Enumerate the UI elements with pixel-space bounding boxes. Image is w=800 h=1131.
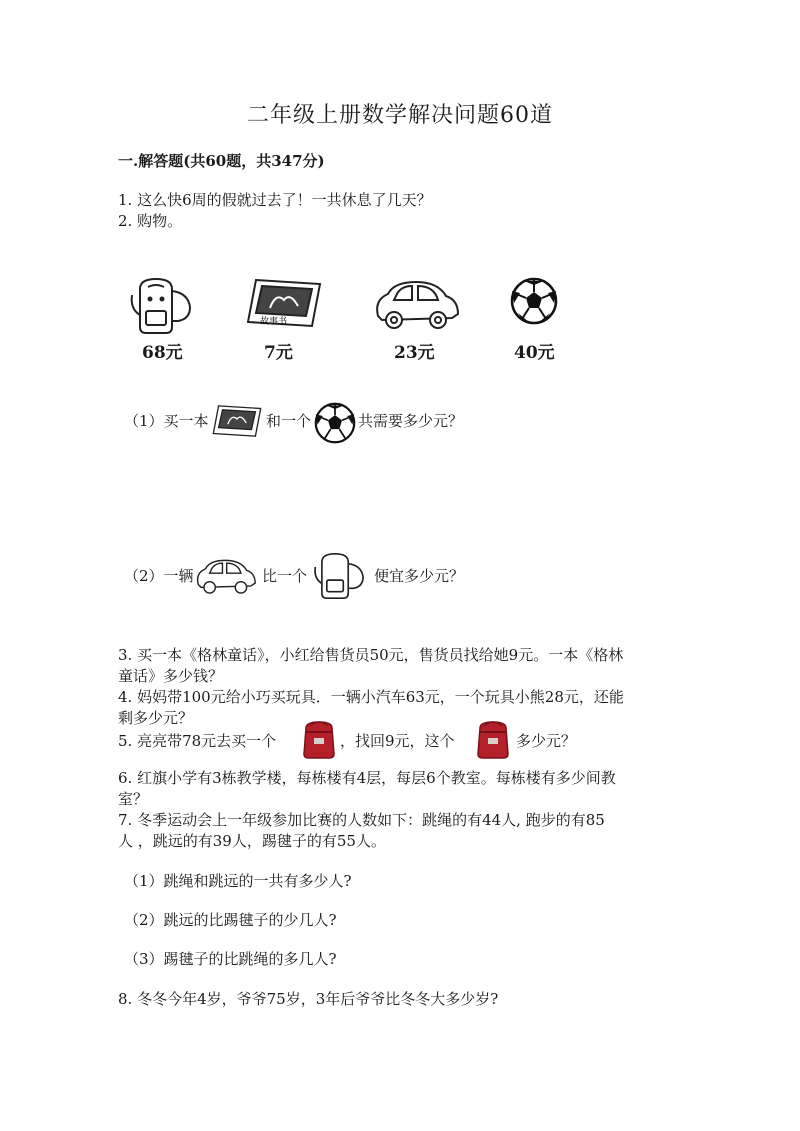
soccer-ball-icon [314,402,356,444]
backpack-icon [312,550,368,602]
question-7-2: （2）跳远的比踢毽子的少几人? [124,911,337,929]
page-title: 二年级上册数学解决问题60道 [247,103,553,128]
question-2: 2. 购物。 [118,212,183,230]
red-schoolbag-icon [472,718,514,760]
question-6-line-1: 6. 红旗小学有3栋教学楼，每栋楼有4层，每层6个教室。每栋楼有多少间教 [118,769,616,787]
question-8: 8. 冬冬今年4岁，爷爷75岁，3年后爷爷比冬冬大多少岁? [118,990,499,1008]
red-schoolbag-icon [298,718,340,760]
question-7-line-2: 人 ，跳远的有39人，踢毽子的有55人。 [118,832,386,850]
section-heading: 一.解答题(共60题，共347分) [118,152,325,170]
question-5-post: 多少元？ [516,732,577,750]
question-2-1-pre: （1）买一本 [124,412,209,430]
question-5-pre: 5. 亮亮带78元去买一个 [118,732,277,750]
question-1: 1. 这么快6周的假就过去了！一共休息了几天？ [118,191,432,209]
question-4-line-1: 4. 妈妈带100元给小巧买玩具．一辆小汽车63元，一个玩具小熊28元，还能 [118,688,624,706]
storybook-icon [246,278,322,328]
backpack-icon [128,275,196,337]
question-7-1: （1）跳绳和跳远的一共有多少人? [124,872,352,890]
question-2-1-mid: 和一个 [266,412,312,430]
question-5-mid: ，找回9元，这个 [340,732,455,750]
soccer-ball-icon [510,277,558,325]
question-2-1-post: 共需要多少元？ [358,412,464,430]
question-7-3: （3）踢毽子的比跳绳的多几人? [124,950,337,968]
price-storybook: 7元 [264,343,293,363]
price-backpack: 68元 [142,343,183,363]
question-2-2-post: 便宜多少元？ [374,567,465,585]
question-2-2-pre: （2）一辆 [124,567,194,585]
question-7-line-1: 7. 冬季运动会上一年级参加比赛的人数如下：跳绳的有44人, 跑步的有85 [118,811,605,829]
question-6-line-2: 室？ [118,790,149,808]
toy-car-icon [194,556,258,596]
storybook-label: 故事书 [260,317,288,327]
toy-car-icon [372,278,462,330]
storybook-icon [212,404,262,438]
question-3-line-1: 3. 买一本《格林童话》，小红给售货员50元，售货员找给她9元。一本《格林 [118,646,624,664]
price-soccer-ball: 40元 [514,343,555,363]
question-2-2-mid: 比一个 [262,567,308,585]
price-toy-car: 23元 [394,343,435,363]
question-3-line-2: 童话》多少钱？ [118,667,224,685]
question-4-line-2: 剩多少元？ [118,709,194,727]
